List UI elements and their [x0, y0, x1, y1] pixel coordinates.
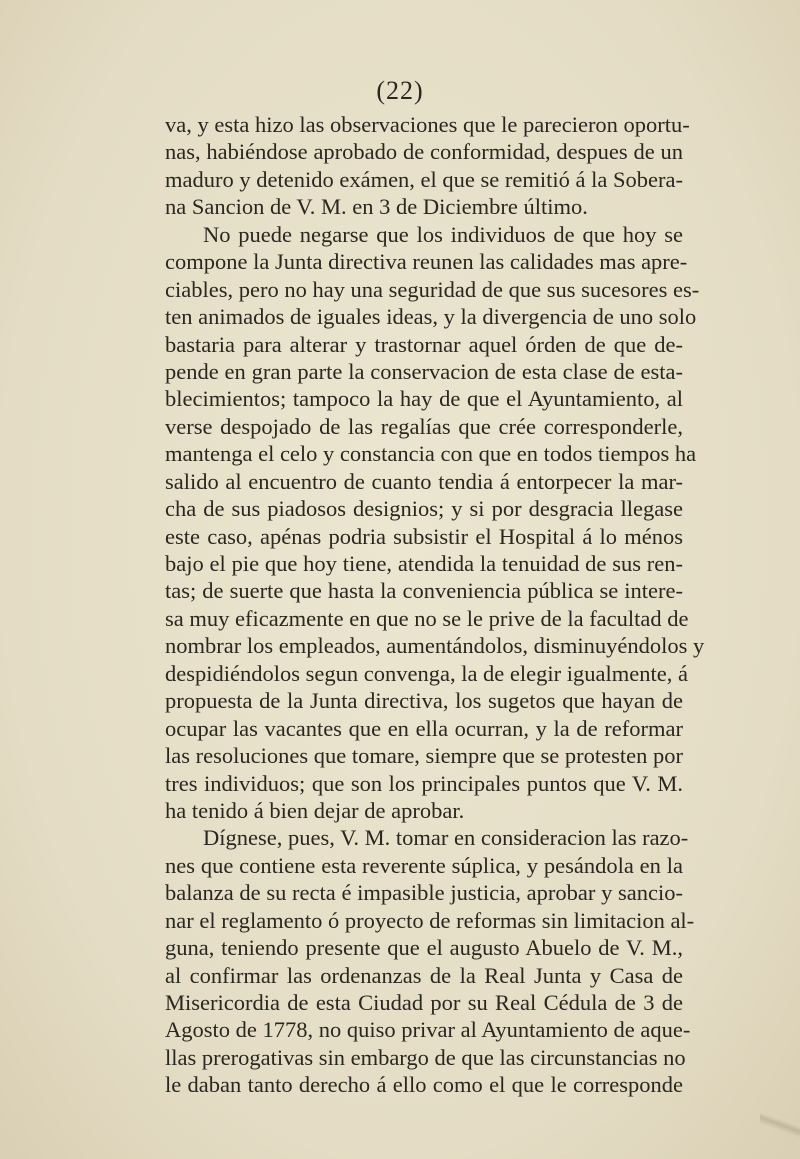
text-line: Agosto de 1778, no quiso privar al Ayuntamiento de aque- — [165, 1017, 691, 1043]
text-line: ciables, pero no hay una seguridad de que sus sucesores es- — [165, 276, 700, 302]
text-line: blecimientos; tampoco la hay de que el Ayuntamiento, al — [165, 386, 683, 412]
page-corner-crease — [760, 1069, 800, 1159]
text-line: propuesta de la Junta directiva, los sugetos que hayan de — [165, 688, 683, 714]
text-line: Dígnese, pues, V. M. tomar en consideracion las razo- — [203, 825, 689, 851]
text-line: al confirmar las ordenanzas de la Real Junta y Casa de — [165, 962, 683, 988]
text-line: salido al encuentro de cuanto tendia á entorpecer la mar- — [165, 468, 683, 494]
text-line: nar el reglamento ó proyecto de reformas sin limitacion al- — [165, 907, 695, 933]
body-text — [165, 111, 705, 1099]
text-line: este caso, apénas podria subsistir el Hospital á lo ménos — [165, 523, 683, 549]
text-line: maduro y detenido exámen, el que se remitió á la Sobera- — [165, 166, 683, 192]
text-line: pende en gran parte la conservacion de esta clase de esta- — [165, 358, 683, 384]
text-line: nombrar los empleados, aumentándolos, disminuyéndolos y — [165, 633, 705, 659]
text-line: va, y esta hizo las observaciones que le parecieron oportu- — [165, 112, 690, 137]
text-line: cha de sus piadosos designios; y si por desgracia llegase — [165, 496, 683, 522]
text-line: tas; de suerte que hasta la conveniencia pública se intere- — [165, 578, 683, 604]
text-line: mantenga el celo y constancia con que en todos tiempos ha — [165, 441, 697, 467]
text-line: ocupar las vacantes que en ella ocurran, y la de reformar — [165, 715, 683, 741]
text-line: No puede negarse que los individuos de que hoy se — [203, 221, 683, 247]
text-line: nas, habiéndose aprobado de conformidad, despues de un — [165, 139, 683, 165]
text-line: llas prerogativas sin embargo de que las circunstancias no — [165, 1044, 686, 1070]
text-line: nes que contiene esta reverente súplica, y pesándola en la — [165, 852, 683, 878]
text-line: tres individuos; que son los principales puntos que V. M. — [165, 770, 683, 796]
text-line: ha tenido á bien dejar de aprobar. — [165, 797, 465, 823]
text-line: Misericordia de esta Ciudad por su Real Cédula de 3 de — [165, 990, 683, 1015]
text-line: bastaria para alterar y trastornar aquel órden de que de- — [165, 331, 683, 357]
text-line: las resoluciones que tomare, siempre que se protesten por — [165, 743, 683, 769]
text-line: le daban tanto derecho á ello como el que le corresponde — [165, 1072, 683, 1098]
text-line: verse despojado de las regalías que crée corresponderle, — [165, 413, 683, 439]
text-line: sa muy eficazmente en que no se le prive de la facultad de — [165, 605, 689, 631]
text-line: ten animados de iguales ideas, y la divergencia de uno solo — [165, 304, 697, 330]
text-line: na Sancion de V. M. en 3 de Diciembre último. — [165, 194, 588, 220]
text-line: despidiéndolos segun convenga, la de elegir igualmente, á — [165, 660, 688, 686]
page-number: (22) — [376, 76, 424, 105]
text-line: compone la Junta directiva reunen las calidades mas apre- — [165, 249, 688, 275]
text-line: bajo el pie que hoy tiene, atendida la tenuidad de sus ren- — [165, 551, 683, 576]
text-line: guna, teniendo presente que el augusto Abuelo de V. M., — [165, 935, 683, 961]
text-line: balanza de su recta é impasible justicia, aprobar y sancio- — [165, 880, 683, 906]
